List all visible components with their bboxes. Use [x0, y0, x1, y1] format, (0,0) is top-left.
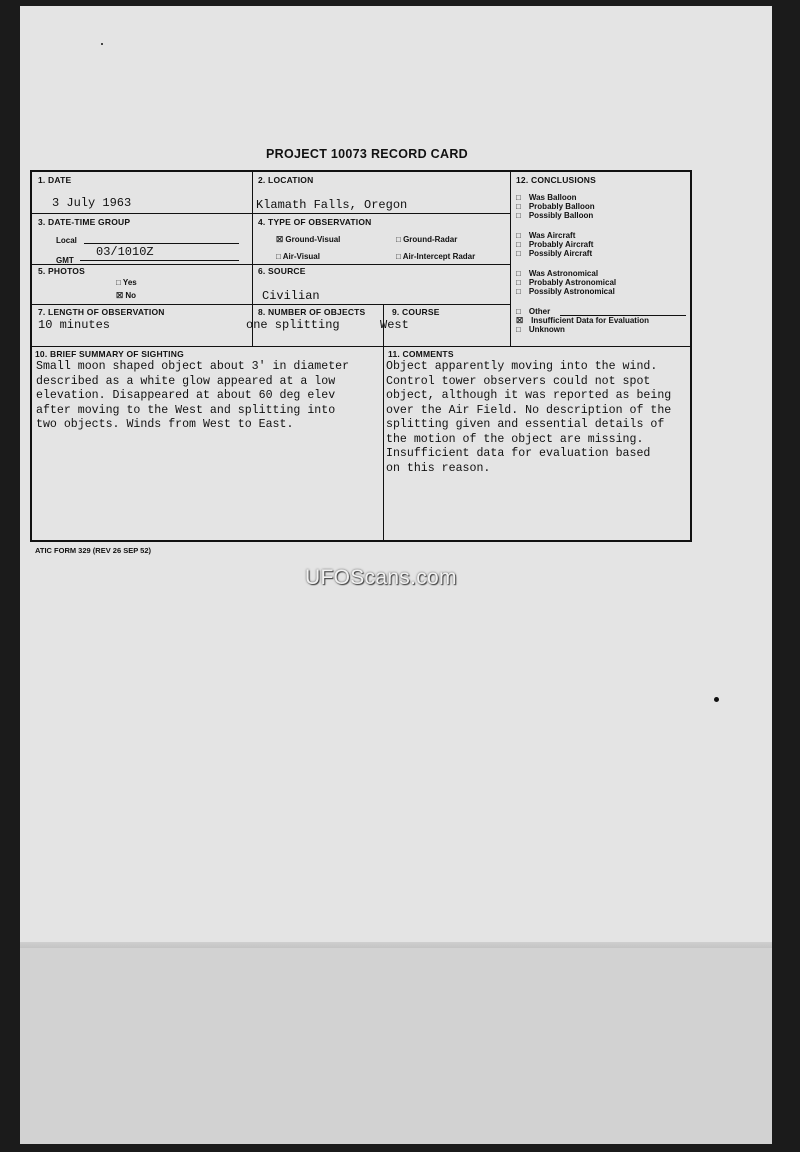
- checkbox-icon: □: [116, 278, 121, 287]
- conclusion-text: Possibly Balloon: [528, 211, 594, 220]
- divider: [31, 304, 510, 305]
- conclusions-group-balloon: [516, 193, 696, 220]
- comments-label: 11. COMMENTS: [388, 349, 454, 359]
- conclusion-item: [516, 287, 696, 296]
- option-label: Yes: [122, 278, 137, 287]
- conclusion-item: [516, 211, 696, 220]
- conclusion-text: Unknown: [528, 325, 565, 334]
- source-value: Civilian: [262, 289, 320, 303]
- number-of-objects-value: one splitting: [246, 318, 340, 332]
- conclusion-item: [516, 202, 696, 211]
- conclusion-item: [516, 240, 696, 249]
- conclusion-item: [516, 249, 696, 258]
- watermark: UFOScans.com: [305, 566, 457, 589]
- conclusion-text: Probably Balloon: [528, 202, 595, 211]
- checkbox-icon: □: [516, 231, 521, 240]
- divider: [31, 264, 510, 265]
- photos-no: [116, 291, 136, 300]
- comment-line: Control tower observers could not spot: [386, 374, 651, 388]
- checkbox-icon: □: [396, 235, 401, 244]
- date-value: 3 July 1963: [52, 196, 132, 210]
- brief-summary-label: 10. BRIEF SUMMARY OF SIGHTING: [35, 349, 184, 359]
- checkbox-icon: □: [276, 252, 281, 261]
- lower-scan-area: [20, 948, 772, 1144]
- conclusion-item: [516, 278, 696, 287]
- comment-line: Insufficient data for evaluation based: [386, 447, 651, 460]
- comment-line: over the Air Field. No description of the: [386, 403, 672, 417]
- divider: [510, 171, 511, 347]
- card-title: PROJECT 10073 RECORD CARD: [266, 147, 468, 161]
- checkbox-icon: □: [516, 211, 521, 220]
- conclusion-item: [516, 325, 696, 334]
- checkbox-icon: □: [516, 202, 521, 211]
- checkbox-icon: □: [516, 249, 521, 258]
- comments-text: [386, 360, 671, 476]
- source-label: 6. SOURCE: [258, 266, 306, 276]
- divider: [31, 213, 510, 214]
- checkbox-icon: □: [516, 269, 521, 278]
- checkbox-icon: □: [516, 325, 521, 334]
- comment-line: the motion of the object are missing.: [386, 432, 644, 446]
- comment-line: object, although it was reported as being: [386, 389, 672, 402]
- gmt-label: GMT: [56, 256, 74, 265]
- conclusion-text: Was Aircraft: [528, 231, 576, 240]
- type-of-observation-label: 4. TYPE OF OBSERVATION: [258, 217, 372, 227]
- conclusion-text: Possibly Astronomical: [528, 287, 615, 296]
- checkbox-icon: ☒: [116, 291, 124, 300]
- conclusions-group-other: [516, 307, 696, 334]
- checkbox-icon: □: [396, 252, 401, 261]
- conclusion-text: Probably Aircraft: [528, 240, 594, 249]
- date-time-group-label: 3. DATE-TIME GROUP: [38, 217, 131, 227]
- checkbox-icon: □: [516, 193, 521, 202]
- divider: [383, 304, 384, 541]
- checkbox-icon: ☒: [276, 235, 284, 244]
- length-of-observation-value: 10 minutes: [38, 318, 111, 332]
- conclusion-text: Was Balloon: [528, 193, 577, 202]
- option-label: Ground-Radar: [403, 235, 458, 244]
- option-label: Air-Intercept Radar: [402, 252, 476, 261]
- conclusions-group-astronomical: [516, 269, 696, 296]
- local-time-line: [84, 243, 239, 244]
- gmt-value: 03/1010Z: [96, 245, 154, 259]
- option-label: Air-Visual: [282, 252, 320, 261]
- option-label: No: [125, 291, 137, 300]
- location-value: Klamath Falls, Oregon: [256, 198, 408, 212]
- checkbox-icon: □: [516, 307, 521, 316]
- photos-label: 5. PHOTOS: [38, 266, 85, 276]
- conclusion-text: Possibly Aircraft: [528, 249, 593, 258]
- summary-line: elevation. Disappeared at about 60 deg elev: [36, 389, 336, 402]
- course-label: 9. COURSE: [392, 307, 440, 317]
- comment-line: on this reason.: [386, 461, 491, 475]
- local-time-label: Local: [56, 236, 77, 245]
- comment-line: splitting given and essential details of: [386, 418, 665, 431]
- photos-yes: [116, 278, 137, 287]
- conclusion-text: Probably Astronomical: [528, 278, 617, 287]
- checkbox-icon: □: [516, 240, 521, 249]
- number-of-objects-label: 8. NUMBER OF OBJECTS: [258, 307, 366, 317]
- summary-line: two objects. Winds from West to East.: [36, 418, 294, 431]
- summary-line: described as a white glow appeared at a low: [36, 374, 336, 388]
- summary-line: Small moon shaped object about 3' in diameter: [36, 360, 350, 373]
- conclusion-text: Other: [528, 307, 551, 316]
- location-label: 2. LOCATION: [258, 175, 314, 185]
- course-value: West: [380, 318, 409, 332]
- option-label: Ground-Visual: [285, 235, 341, 244]
- option-air-visual: [276, 252, 320, 261]
- conclusion-item: [516, 316, 696, 325]
- conclusion-item: [516, 193, 696, 202]
- option-ground-radar: [396, 235, 457, 244]
- conclusion-text: Insufficient Data for Evaluation: [531, 316, 649, 325]
- bleed-through-text: [320, 78, 327, 92]
- scan-speck: [101, 43, 103, 45]
- checkbox-icon: □: [516, 278, 521, 287]
- scan-speck: [714, 697, 719, 702]
- length-of-observation-label: 7. LENGTH OF OBSERVATION: [38, 307, 165, 317]
- form-id: ATIC FORM 329 (REV 26 SEP 52): [35, 546, 152, 555]
- conclusion-item: [516, 269, 696, 278]
- summary-line: after moving to the West and splitting into: [36, 403, 336, 417]
- brief-summary-text: [36, 360, 349, 433]
- option-air-intercept-radar: [396, 252, 475, 261]
- conclusions-group-aircraft: [516, 231, 696, 258]
- checkbox-icon: □: [516, 287, 521, 296]
- divider: [31, 346, 691, 347]
- other-line: [560, 315, 686, 316]
- checkbox-icon: ☒: [516, 316, 524, 325]
- conclusions-label: 12. CONCLUSIONS: [516, 175, 596, 185]
- option-ground-visual: [276, 235, 340, 244]
- comment-line: Object apparently moving into the wind.: [386, 360, 658, 373]
- conclusion-item: [516, 231, 696, 240]
- conclusion-text: Was Astronomical: [528, 269, 599, 278]
- date-label: 1. DATE: [38, 175, 72, 185]
- gmt-line: [80, 260, 239, 261]
